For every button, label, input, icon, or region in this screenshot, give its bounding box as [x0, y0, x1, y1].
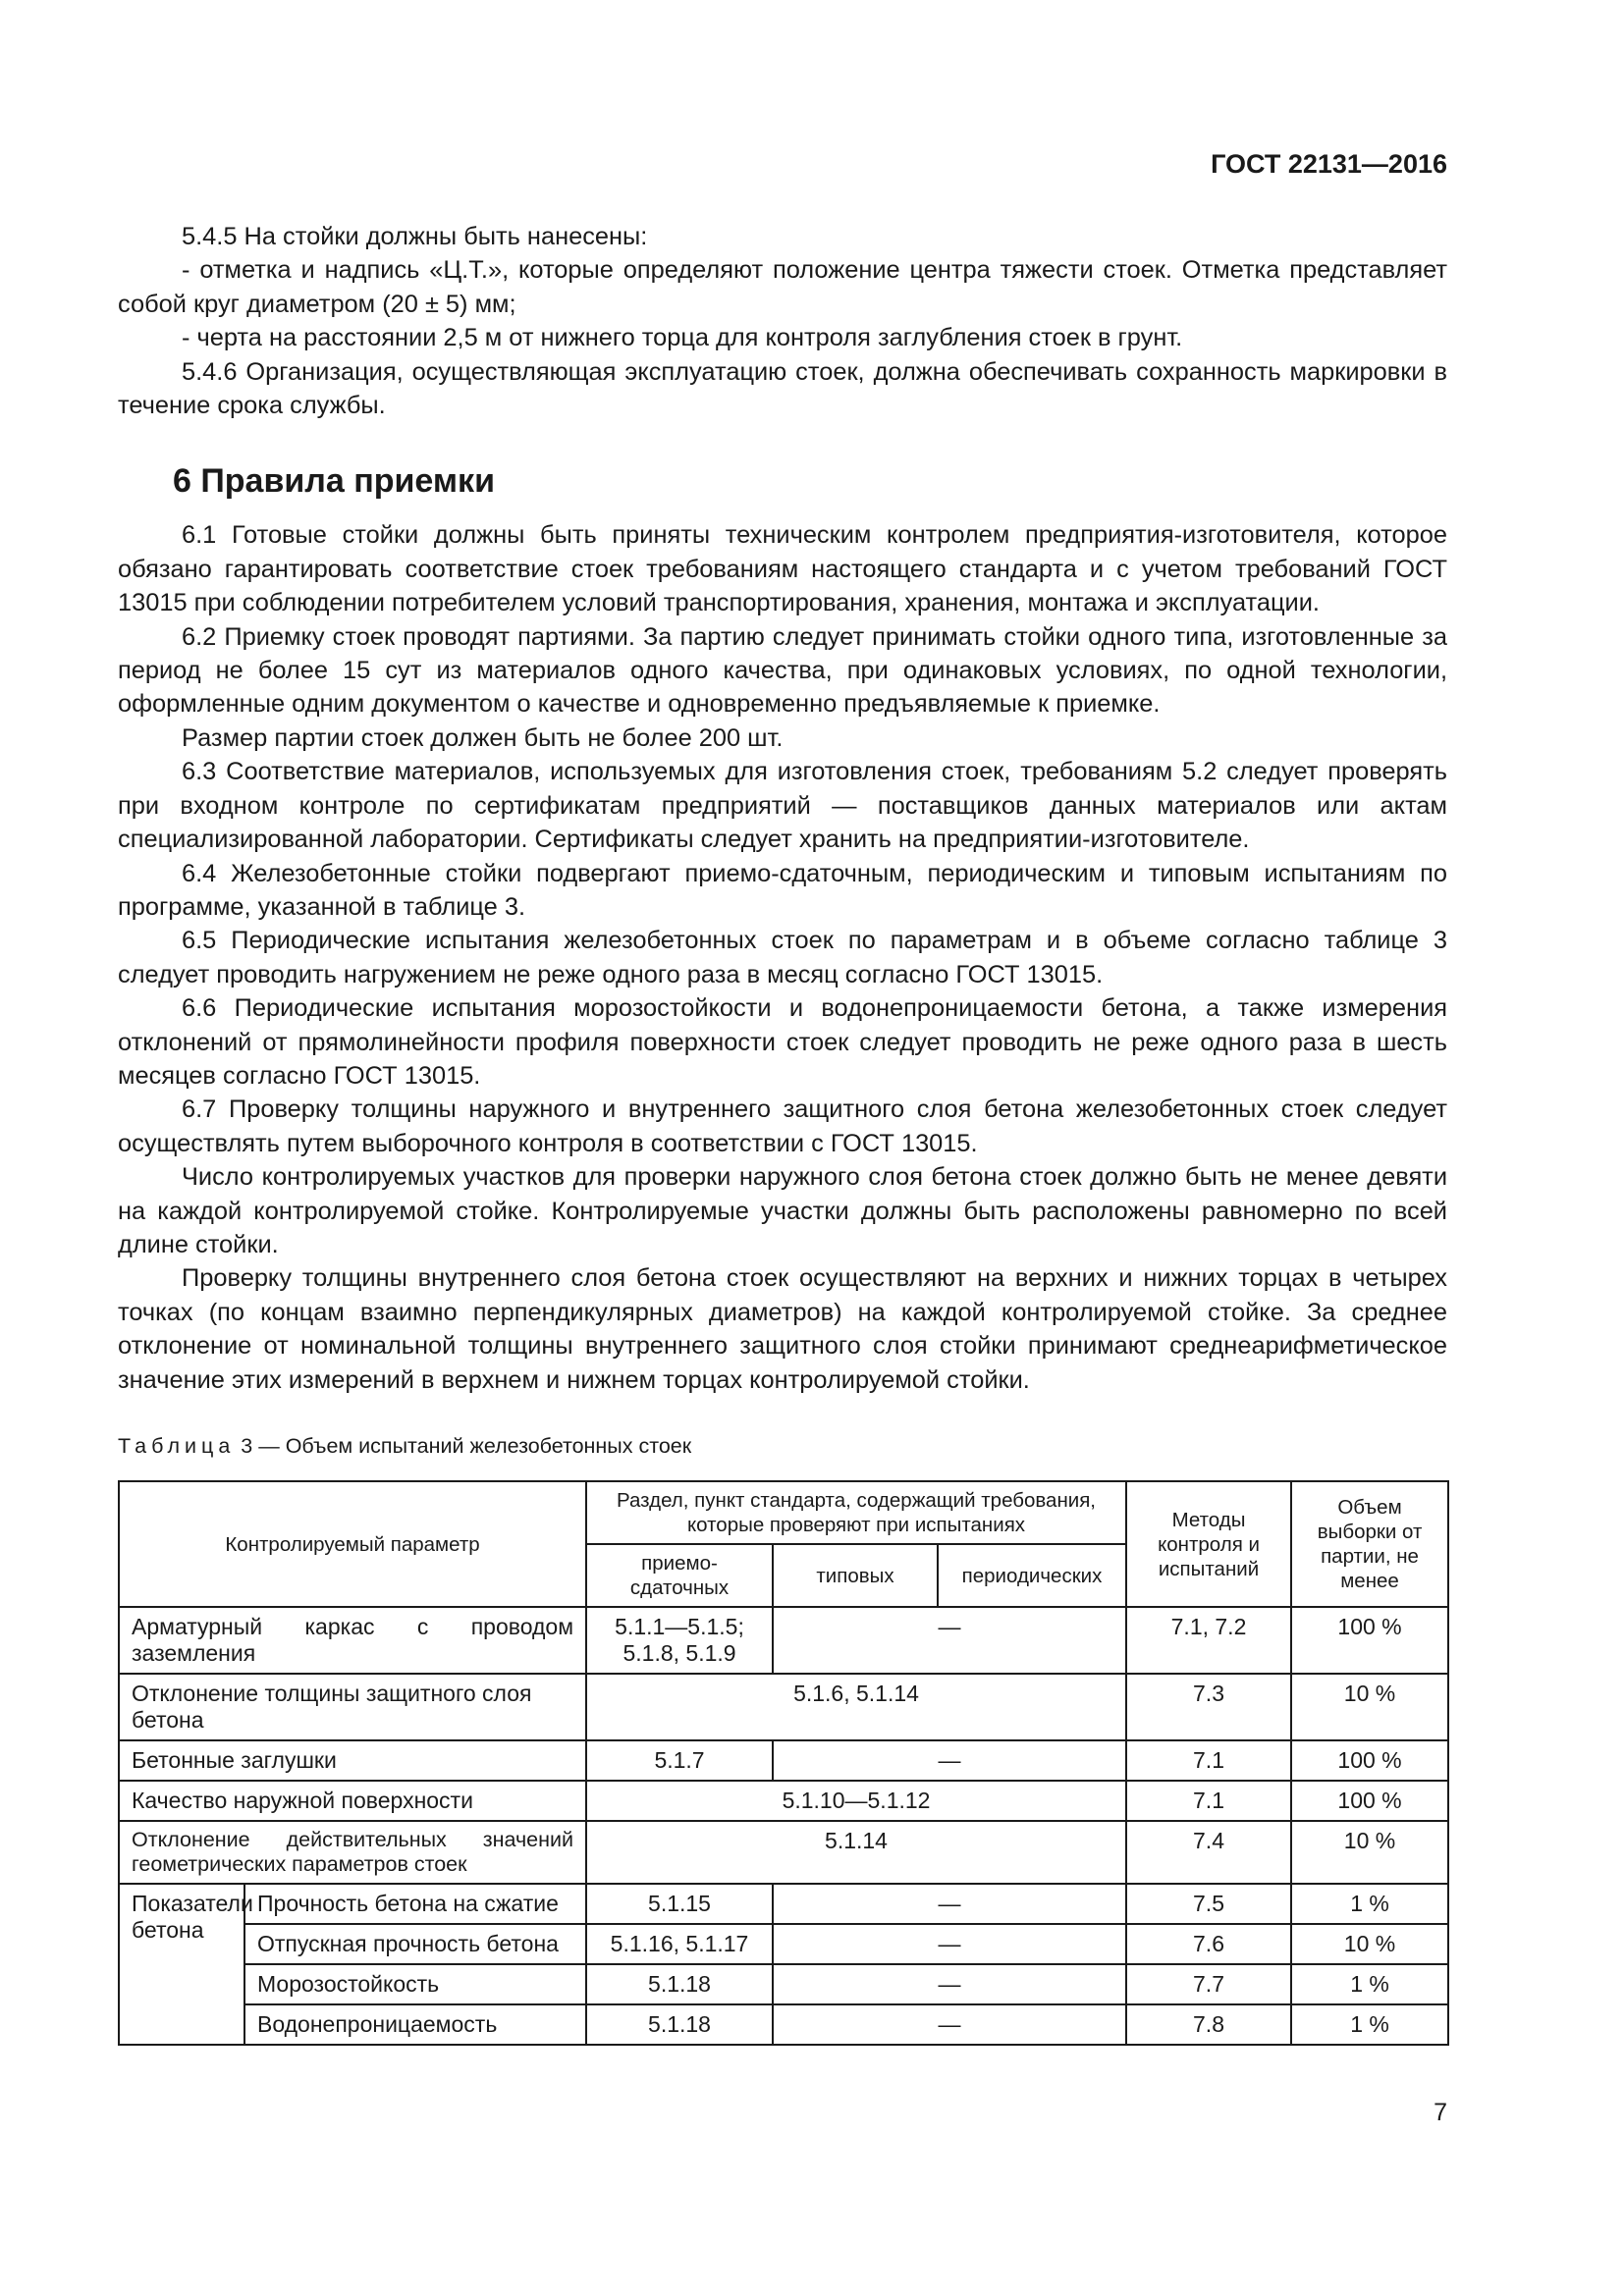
row-acceptance: 5.1.18: [586, 1964, 773, 2004]
table-caption: [118, 1429, 1447, 1463]
row-volume: 1 %: [1291, 2004, 1448, 2045]
row-merged-section: 5.1.6, 5.1.14: [586, 1674, 1126, 1740]
header-param: Контролируемый параметр: [119, 1481, 586, 1607]
table-row: [119, 1924, 1448, 1964]
row-dash: —: [773, 1924, 1126, 1964]
row-method: 7.5: [1126, 1884, 1291, 1924]
row-param: Отпускная прочность бетона: [244, 1924, 586, 1964]
test-volume-table: [118, 1480, 1449, 2046]
table-row: [119, 1674, 1448, 1740]
paragraph-6-1: 6.1 Готовые стойки должны быть приняты техническим контролем предприятия-изготовителя, которое обязано гарантировать соответствие стоек требованиям настоящего стандарта и с учетом требований ГОСТ 13015 при соблюдении потребителем условий транспортирования, хранения, монтажа и эксплуатации.: [118, 521, 1447, 617]
page-number: 7: [1434, 2099, 1447, 2126]
row-method: 7.6: [1126, 1924, 1291, 1964]
row-param: Арматурный каркас с проводом заземления: [119, 1607, 586, 1674]
section-title: 6 Правила приемки: [173, 462, 495, 501]
row-method: 7.1, 7.2: [1126, 1607, 1291, 1674]
row-method: 7.4: [1126, 1821, 1291, 1884]
paragraph-inner-layer: Проверку толщины внутреннего слоя бетона стоек осуществляют на верхних и нижних торцах в четырех точках (по концам взаимно перпендикулярных диаметров) на каждой контролируемой стойке. За среднее отклонение от номинальной толщины внутреннего защитного слоя стойки принимают среднеарифметическое значение этих измерений в верхнем и нижнем торцах контролируемой стойки.: [118, 1264, 1447, 1394]
table-header-row-1: [119, 1481, 1448, 1544]
row-dash: —: [773, 1964, 1126, 2004]
row-merged-section: 5.1.10—5.1.12: [586, 1781, 1126, 1821]
row-param: Морозостойкость: [244, 1964, 586, 2004]
paragraph-mark-ct: - отметка и надпись «Ц.Т.», которые определяют положение центра тяжести стоек. Отметка представляет собой круг диаметром (20 ± 5) мм;: [118, 256, 1447, 318]
header-periodic: периодических: [938, 1544, 1126, 1607]
row-param: Водонепроницаемость: [244, 2004, 586, 2045]
paragraph-6-4: 6.4 Железобетонные стойки подвергают приемо-сдаточным, периодическим и типовым испытаниям по программе, указанной в таблице 3.: [118, 859, 1447, 921]
table-row: [119, 1607, 1448, 1674]
paragraph-5-4-6: 5.4.6 Организация, осуществляющая эксплуатацию стоек, должна обеспечивать сохранность маркировки в течение срока службы.: [118, 357, 1447, 420]
group-label-concrete: Показатели бетона: [119, 1884, 244, 2045]
table-row: [119, 1884, 1448, 1924]
header-type: типовых: [773, 1544, 938, 1607]
row-merged-section: 5.1.14: [586, 1821, 1126, 1884]
row-volume: 100 %: [1291, 1740, 1448, 1781]
paragraph-5-4-5: 5.4.5 На стойки должны быть нанесены:: [182, 223, 648, 250]
row-acceptance: 5.1.15: [586, 1884, 773, 1924]
table-row: [119, 1781, 1448, 1821]
table-row: [119, 1740, 1448, 1781]
paragraph-6-7: 6.7 Проверку толщины наружного и внутреннего защитного слоя бетона железобетонных стоек следует осуществлять путем выборочного контроля в соответствии с ГОСТ 13015.: [118, 1095, 1447, 1157]
paragraph-6-5: 6.5 Периодические испытания железобетонных стоек по параметрам и в объеме согласно таблице 3 следует проводить нагружением не реже одного раза в месяц согласно ГОСТ 13015.: [118, 927, 1447, 988]
table-row: [119, 1821, 1448, 1884]
table-row: [119, 1964, 1448, 2004]
header-volume: Объем выборки от партии, не менее: [1291, 1481, 1448, 1607]
row-acceptance: 5.1.1—5.1.5; 5.1.8, 5.1.9: [586, 1607, 773, 1674]
paragraph-6-6: 6.6 Периодические испытания морозостойкости и водонепроницаемости бетона, а также измерения отклонений от прямолинейности профиля поверхности стоек следует проводить не реже одного раза в шесть месяцев согласно ГОСТ 13015.: [118, 994, 1447, 1090]
row-acceptance: 5.1.18: [586, 2004, 773, 2045]
row-method: 7.1: [1126, 1781, 1291, 1821]
row-dash: —: [773, 1607, 1126, 1674]
page-content: [118, 220, 1447, 2046]
table-caption-text: 3 — Объем испытаний железобетонных стоек: [235, 1434, 692, 1458]
row-param: Бетонные заглушки: [119, 1740, 586, 1781]
row-method: 7.8: [1126, 2004, 1291, 2045]
row-method: 7.3: [1126, 1674, 1291, 1740]
row-volume: 10 %: [1291, 1821, 1448, 1884]
row-param: Качество наружной поверхности: [119, 1781, 586, 1821]
row-acceptance: 5.1.16, 5.1.17: [586, 1924, 773, 1964]
paragraph-line-mark: - черта на расстоянии 2,5 м от нижнего торца для контроля заглубления стоек в грунт.: [182, 324, 1183, 352]
row-acceptance: 5.1.7: [586, 1740, 773, 1781]
row-dash: —: [773, 1740, 1126, 1781]
row-method: 7.1: [1126, 1740, 1291, 1781]
row-volume: 100 %: [1291, 1781, 1448, 1821]
document-code: ГОСТ 22131—2016: [1211, 149, 1447, 179]
row-param: Прочность бетона на сжатие: [244, 1884, 586, 1924]
row-dash: —: [773, 1884, 1126, 1924]
header-acceptance: приемо-сдаточных: [586, 1544, 773, 1607]
row-param: Отклонение толщины защитного слоя бетона: [119, 1674, 586, 1740]
paragraph-outer-layer: Число контролируемых участков для проверки наружного слоя бетона стоек должно быть не менее девяти на каждой контролируемой стойке. Контролируемые участки должны быть расположены равномерно по всей длине стойки.: [118, 1163, 1447, 1258]
row-volume: 10 %: [1291, 1924, 1448, 1964]
row-volume: 1 %: [1291, 1964, 1448, 2004]
paragraph-6-2: 6.2 Приемку стоек проводят партиями. За партию следует принимать стойки одного типа, изготовленные за период не более 15 сут из материалов одного качества, при одинаковых условиях, по одной технологии, оформленные одним документом о качестве и одновременно предъявляемые к приемке.: [118, 622, 1447, 719]
paragraph-batch-size: Размер партии стоек должен быть не более 200 шт.: [182, 723, 784, 752]
table-row: [119, 2004, 1448, 2045]
paragraph-6-3: 6.3 Соответствие материалов, используемых для изготовления стоек, требованиям 5.2 следует проверять при входном контроле по сертификатам предприятий — поставщиков данных материалов или актам специализированной лаборатории. Сертификаты следует хранить на предприятии-изготовителе.: [118, 758, 1447, 854]
row-param: Отклонение действительных значений геометрических параметров стоек: [119, 1821, 586, 1884]
row-method: 7.7: [1126, 1964, 1291, 2004]
row-volume: 100 %: [1291, 1607, 1448, 1674]
header-section-group: Раздел, пункт стандарта, содержащий требования, которые проверяют при испытаниях: [586, 1481, 1126, 1544]
row-volume: 1 %: [1291, 1884, 1448, 1924]
row-volume: 10 %: [1291, 1674, 1448, 1740]
table-caption-word: Таблица: [118, 1434, 236, 1458]
row-dash: —: [773, 2004, 1126, 2045]
header-methods: Методы контроля и испытаний: [1126, 1481, 1291, 1607]
